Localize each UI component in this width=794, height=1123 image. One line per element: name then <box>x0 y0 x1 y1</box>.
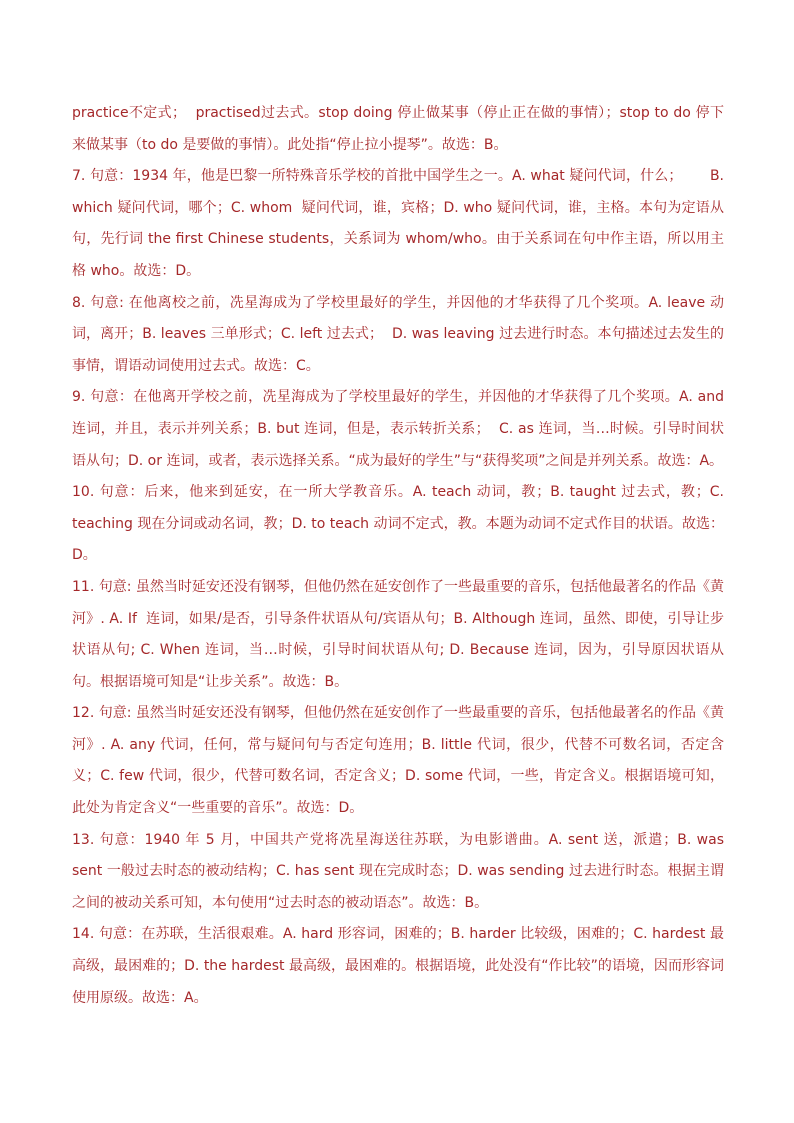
paragraph-q10: 10. 句意：后来，他来到延安，在一所大学教音乐。A. teach 动词，教；B. taught 过去式，教；C. teaching 现在分词或动名词，教；D. to teach 动词不定式，教。本题为动词不定式作目的状语。故选：D。 <box>72 484 729 564</box>
paragraph-q6-continued: practice不定式； practised过去式。stop doing 停止做某事（停止正在做的事情）；stop to do 停下来做某事（to do 是要做的事情）。此处指“停止拉小提琴”。故选：B。 <box>72 105 724 153</box>
paragraph-q12: 12. 句意: 虽然当时延安还没有钢琴，但他仍然在延安创作了一些最重要的音乐，包括他最著名的作品《黄河》. A. any 代词，任何，常与疑问句与否定句连用；B. little 代词，很少，代替不可数名词，否定含义；C. few 代词，很少，代替可数名词，否定含义；D. some 代词，一些，肯定含义。根据语境可知，此处为肯定含义“一些重要的音乐”。故选：D。 <box>72 705 724 817</box>
paragraph-q9: 9. 句意：在他离开学校之前，冼星海成为了学校里最好的学生，并因他的才华获得了几个奖项。A. and 连词，并且，表示并列关系；B. but 连词，但是，表示转折关系； C. as 连词，当…时候。引导时间状语从句；D. or 连词，或者，表示选择关系。“成为最好的学生”与“获得奖项”之间是并列关系。故选：A。 <box>72 389 729 469</box>
paragraph-q8: 8. 句意: 在他离校之前，冼星海成为了学校里最好的学生，并因他的才华获得了几个奖项。A. leave 动词，离开；B. leaves 三单形式；C. left 过去式； D. was leaving 过去进行时态。本句描述过去发生的事情，谓语动词使用过去式。故选：C。 <box>72 294 724 374</box>
paragraph-q13: 13. 句意：1940 年 5 月，中国共产党将冼星海送往苏联，为电影谱曲。A. sent 送，派遣；B. was sent 一般过去时态的被动结构；C. has sent 现在完成时态；D. was sending 过去进行时态。根据主谓之间的被动关系可知，本句使用“过去时态的被动语态”。故选：B。 <box>72 831 729 911</box>
paragraph-q14: 14. 句意：在苏联，生活很艰难。A. hard 形容词，困难的；B. harder 比较级，困难的；C. hardest 最高级，最困难的；D. the hardest 最高级，最困难的。根据语境，此处没有“作比较”的语境，因而形容词使用原级。故选：A。 <box>72 926 724 1006</box>
answer-explanations <box>72 98 729 1014</box>
paragraph-q7: 7. 句意：1934 年，他是巴黎一所特殊音乐学校的首批中国学生之一。A. what 疑问代词，什么； B. which 疑问代词，哪个；C. whom 疑问代词，谁，宾格；D. who 疑问代词，谁，主格。本句为定语从句，先行词 the first Chinese students，关系词为 whom/who。由于关系词在句中作主语，所以用主格 who。故选：D。 <box>72 168 729 279</box>
paragraph-q11: 11. 句意: 虽然当时延安还没有钢琴，但他仍然在延安创作了一些最重要的音乐，包括他最著名的作品《黄河》. A. If 连词，如果/是否，引导条件状语从句/宾语从句；B. Although 连词，虽然、即使，引导让步状语从句; C. When 连词，当…时候，引导时间状语从句; D. Because 连词，因为，引导原因状语从句。根据语境可知是“让步关系”。故选：B。 <box>72 578 724 690</box>
